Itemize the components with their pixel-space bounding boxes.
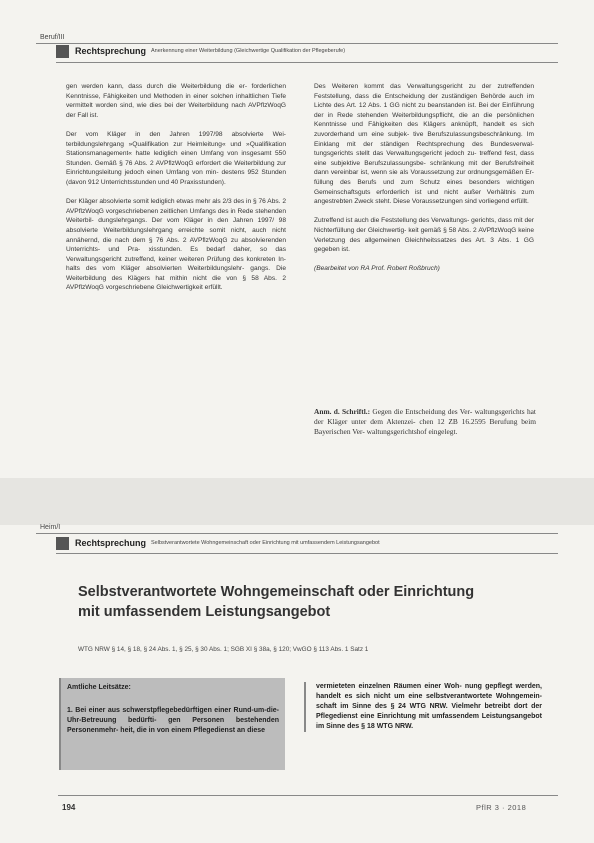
paragraph: Des Weiteren kommt das Verwaltungsgericht zu der zutreffenden Feststellung, dass die Entscheidung der zuständigen Behörde auch im Lichte des Art. 12 Abs. 1 GG nicht zu beanstanden ist. Bei der Einführung der in Rede stehenden Weiterbildungspflicht, die an die persönlichen Kenntnisse und Fähigkeiten des Klägers anknüpft, handelt es sich zuvorderhand um eine subjek- tive Berufszulassungsbeschränkung. Im Einklang mit der ständigen Rechtsprechung des Bundesverwal- tungsgerichts stellt das Verwaltungsgericht jedoch zu- treffend fest, dass eine subjektive Berufszulassungsbe- schränkung mit der Berufsfreiheit dann vereinbar ist, wenn sie als Voraussetzung zur ordnungsgemäßen Er- füllung des Berufs und zum Schutz eines besonders wichtigen Gemeinschaftsguts erforderlich ist und nicht außer Verhältnis zum angestrebten Zweck steht. Diese Voraussetzungen sind vorliegend erfüllt.: [314, 83, 534, 206]
article-title-line: mit umfassendem Leistungsangebot: [78, 604, 331, 620]
article-title-line: Selbstverantwortete Wohngemeinschaft oder Einrichtung: [78, 584, 475, 600]
annotation-lead: Anm. d. Schriftl.:: [314, 407, 371, 416]
paragraph: Der Kläger absolvierte somit lediglich etwas mehr als 2/3 des in § 76 Abs. 2 AVPflzWoqG vorgeschriebenen zeitlichen Umfangs des in Rede stehenden Weiterbil- dungslehrgangs. Der vom Kläger in den Jahren 1997/ 98 absolvierte Weiterbildungslehrgang erreichte somit nicht, auch nicht annähernd, die nach dem § 76 Abs. 2 AVPflzWoqG zu absolvierenden Unterrichts- und Pra- xisstunden. Es bedarf daher, so das Verwaltungsgericht zutreffend, keiner weiteren Prüfung des konkreten In- halts des vom Kläger absolvierten Weiterbildungslehr- gangs. Die Weiterbildung des Klägers hat mithin nicht die von § 58 Abs. 2 AVPflzWoqG vorgeschriebene Gleichwertigkeit erfüllt.: [66, 198, 286, 292]
law-references: WTG NRW § 14, § 18, § 24 Abs. 1, § 25, § 30 Abs. 1; SGB XI § 38a, § 120; VwGO § 113 Abs. 1 Satz 1: [78, 646, 369, 653]
editor-note: (Bearbeitet von RA Prof. Robert Roßbruch): [314, 265, 440, 273]
journal-issue: PflR 3 · 2018: [476, 803, 527, 812]
article-title: [78, 582, 548, 622]
divider-band: [0, 478, 594, 525]
right-column: [314, 82, 534, 283]
paragraph: gen werden kann, dass durch die Weiterbildung die er- forderlichen Kenntnisse, Fähigkeiten und Methoden in einer solchen inhaltlichen Tiefe vermittelt worden sind, wie dies bei der Weiterbildung nach AVPflzWoqG der Fall ist.: [66, 83, 286, 119]
left-column: [66, 82, 286, 293]
page-number: 194: [62, 803, 76, 812]
section-header: [56, 44, 558, 58]
header-subtitle: Anerkennung einer Weiterbildung (Gleichwertige Qualifikation der Pflegeberufe): [151, 48, 346, 54]
leitsatz-text: 1. Bei einer aus schwerstpflegebedürftigen einer Rund-um-die-Uhr-Betreuung bedürfti- gen Personen bestehenden Personenmehr- heit, die in von einem Pflegedienst an diese: [67, 707, 279, 734]
annotation: [314, 407, 536, 437]
header-underline: [56, 553, 558, 554]
header-square-icon: [56, 45, 69, 58]
header-underline: [56, 62, 558, 63]
header-subtitle: Selbstverantwortete Wohngemeinschaft oder Einrichtung mit umfassendem Leistungsangebot: [151, 540, 380, 546]
annotation-text: Gegen die Entscheidung des Ver- waltungsgerichts hat der Kläger unter dem Aktenzei- chen 12 ZB 16.2595 Berufung beim Bayerischen Ver- waltungsgerichtshof eingelegt.: [314, 407, 536, 436]
top-rule: [36, 533, 558, 534]
leitsatz-heading: Amtliche Leitsätze:: [67, 684, 131, 691]
leitsatz-box: [59, 678, 285, 770]
header-title: Rechtsprechung: [75, 538, 147, 548]
paragraph: Zutreffend ist auch die Feststellung des Verwaltungs- gerichts, dass mit der Nichterfüllung der Gleichwertig- keit gemäß § 58 Abs. 2 AVPflzWoqG keine Verletzung des allgemeinen Gleichheitssatzes des Art. 3 Abs. 1 GG gegeben ist.: [314, 217, 534, 254]
leitsatz-continuation: vermieteten einzelnen Räumen einer Woh- nung gepflegt werden, handelt es sich nicht um eine selbstverantwortete Wohngemein- schaft im Sinne des § 24 WTG NRW. Vielmehr betreibt dort der Pflegedienst eine Einrichtung mit umfassendem Leistungsangebot im Sinne des § 18 WTG NRW.: [304, 682, 542, 732]
footer-rule: [58, 795, 558, 796]
section-tag: Beruf/III: [40, 34, 65, 41]
section-header: [56, 536, 558, 550]
header-title: Rechtsprechung: [75, 46, 147, 56]
paragraph: Der vom Kläger in den Jahren 1997/98 absolvierte Wei- terbildungslehrgang »Qualifikation zur Heimleitung« und »Qualifikation Stationsmanagement« hatte lediglich einen Umfang von insgesamt 550 Stunden. Gemäß § 76 Abs. 2 AVPflzWoqG erfordert die Weiterbildung zur Einrichtungsleitung jedoch einen Umfang von min- destens 952 Stunden (davon 912 Unterrichtsstunden und 40 Praxisstunden).: [66, 130, 286, 186]
header-square-icon: [56, 537, 69, 550]
section-tag: Heim/I: [40, 524, 61, 531]
